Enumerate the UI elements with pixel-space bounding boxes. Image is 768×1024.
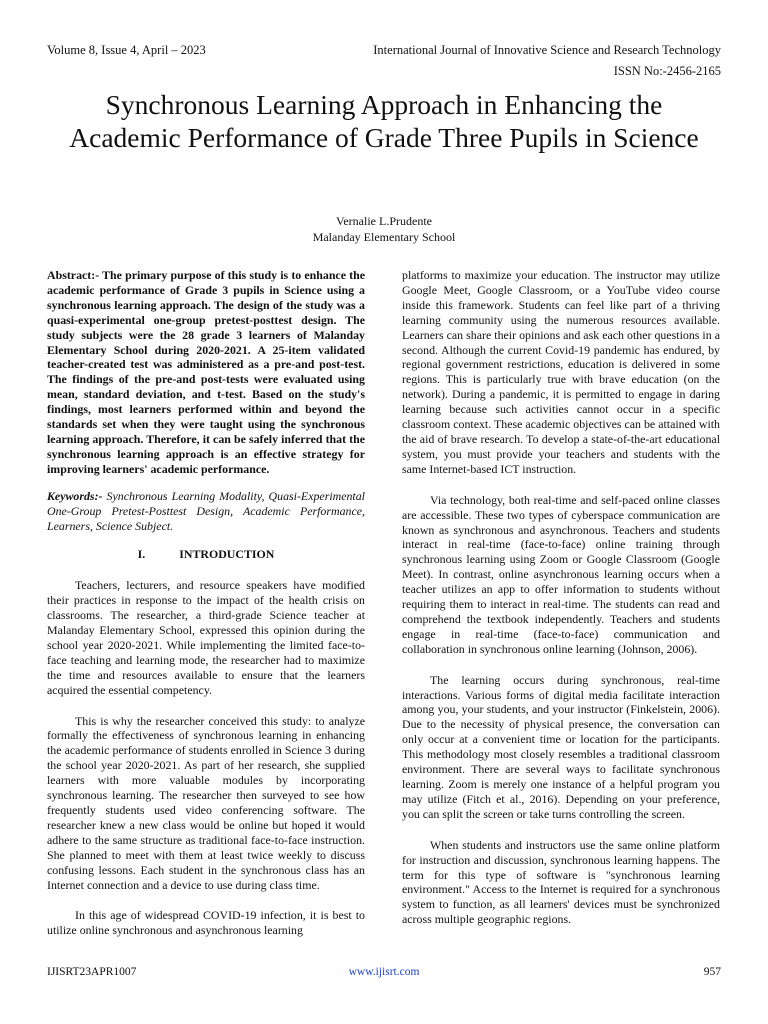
left-column xyxy=(47,268,365,938)
section-heading xyxy=(47,547,365,562)
keywords-text: Synchronous Learning Modality, Quasi-Experimental One-Group Pretest-Posttest Design, Academic Performance, Learners, Science Subject. xyxy=(47,488,365,533)
author-affiliation: Malanday Elementary School xyxy=(312,230,456,244)
paragraph: In this age of widespread COVID-19 infection, it is best to utilize online synchronous and asynchronous learning xyxy=(47,908,365,938)
right-column xyxy=(402,268,720,927)
abstract-text: The primary purpose of this study is to enhance the academic performance of Grade 3 pupils in Science using a synchronous learning approach. The design of the study was a quasi-experimental one-group pretest-posttest design. The study subjects were the 28 grade 3 learners of Malanday Elementary School during 2020-2021. A 25-item validated teacher-created test was administered as a pre-and post-test. The findings of the pre-and post-tests were evaluated using mean, standard deviation, and t-test. Based on the study's findings, most learners performed within and beyond the standards set when they were taught using the synchronous learning approach. Therefore, it can be safely inferred that the synchronous learning approach is an effective strategy for improving learners' academic performance. xyxy=(47,268,365,476)
abstract-label: Abstract:- xyxy=(47,268,100,282)
paragraph: When students and instructors use the same online platform for instruction and discussion, synchronous learning happens. The term for this type of software is "synchronous learning environment." Access to the Internet is required for a synchronous system to function, as all learners' devices must be synchronized across multiple geographic regions. xyxy=(402,837,720,927)
journal-name: International Journal of Innovative Science and Research Technology xyxy=(373,43,721,57)
issn: ISSN No:-2456-2165 xyxy=(613,64,721,78)
paragraph: platforms to maximize your education. The instructor may utilize Google Meet, Google Classroom, or a YouTube video course inside this framework. Students can feel like part of a thriving learning community using the numerous resources available. Learners can share their opinions and ask each other questions in a second. Although the current Covid-19 pandemic has endured, by regional government restrictions, education is delivered in some regions. This is particularly true with brave education (on the network). During a pandemic, it is permitted to engage in daring learning because such activities cannot occur in a specific classroom context. These academic objectives can be attained with the aid of brave research. To develop a state-of-the-art educational system, you must provide your teachers and students with the same Internet-based ICT instruction. xyxy=(402,268,720,476)
volume-info: Volume 8, Issue 4, April – 2023 xyxy=(47,43,206,57)
paragraph: This is why the researcher conceived this study: to analyze formally the effectiveness of synchronous learning in enhancing the academic performance of students enrolled in Science 3 during the school year 2020-2021. As part of her research, she supplied learners with more valuable modules by incorporating synchronous learning. The researcher then surveyed to see how frequently students used video conferencing software. The researcher knew a new class would be online but hoped it would adhere to the same structure as traditional face-to-face instruction. She planned to meet with them at least twice weekly to discuss confusing lessons. Each student in the synchronous class has an Internet connection and a device to use during class time. xyxy=(47,713,365,892)
paragraph: Via technology, both real-time and self-paced online classes are accessible. These two types of cyberspace communication are known as synchronous and asynchronous. Teachers and students interact in real-time (face-to-face) online training through synchronous learning using Zoom or Google Classroom (Google Meet). In contrast, online asynchronous learning occurs when a teacher utilizes an app to offer information to students without requiring them to interact in real-time. The students can read and comprehend the textbook independently. Teachers and students engage in real-time (face-to-face) communication and collaboration in synchronous online learning (Johnson, 2006). xyxy=(402,492,720,656)
paper-title: Synchronous Learning Approach in Enhancing the Academic Performance of Grade Three Pupils in Science xyxy=(69,89,699,153)
author-block xyxy=(0,213,768,245)
paragraph: Teachers, lecturers, and resource speakers have modified their practices in response to the impact of the health crisis on classrooms. The researcher, a third-grade Science teacher at Malanday Elementary School, expressed this opinion during the school year 2020-2021. While implementing the limited face-to-face teaching and learning mode, the researcher had to maximize the time and resources available to ensure that the learners acquired the essential competency. xyxy=(47,578,365,697)
abstract xyxy=(47,268,365,477)
author-name: Vernalie L.Prudente xyxy=(336,214,432,228)
section-number: I. xyxy=(137,547,146,562)
paper-id: IJISRT23APR1007 xyxy=(47,966,137,978)
section-title: INTRODUCTION xyxy=(179,547,275,562)
journal-url-link[interactable]: www.ijisrt.com xyxy=(348,966,420,978)
keywords xyxy=(47,489,365,534)
keywords-label: Keywords:- xyxy=(47,488,103,503)
paragraph: The learning occurs during synchronous, real-time interactions. Various forms of digital media facilitate interaction among you, your students, and your instructor (Finkelstein, 2006). Due to the necessity of physical presence, the conversation can only occur at a convenient time or location for the participants. This methodology most closely resembles a traditional classroom environment. There are several ways to facilitate synchronous learning. Zoom is merely one instance of a helpful program you may utilize (Fitch et al., 2016). Depending on your preference, you can split the screen or take turns controlling the screen. xyxy=(402,672,720,821)
page-number: 957 xyxy=(703,966,721,978)
